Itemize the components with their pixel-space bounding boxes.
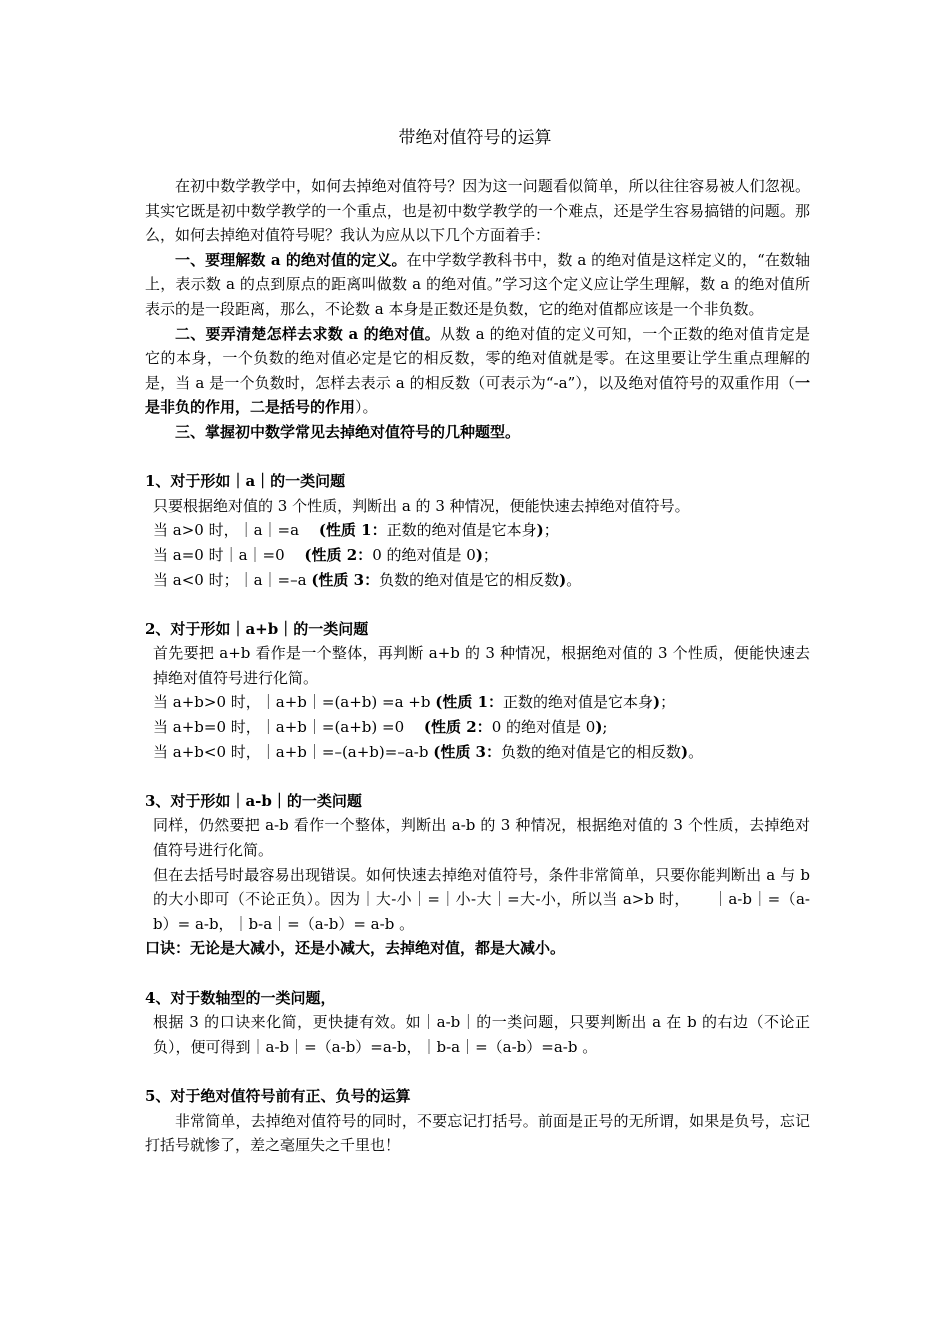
spacer [145, 1059, 810, 1084]
section-1-heading [145, 469, 810, 494]
document-body [145, 174, 810, 1158]
spacer [145, 592, 810, 617]
property-close: ) [681, 742, 689, 761]
section-3-rhyme [145, 936, 810, 961]
spacer [145, 764, 810, 789]
case-expression: 当 a<0 时；｜a｜=–a [153, 570, 312, 589]
property-label: (性质 1： [435, 693, 504, 712]
rhyme-text: 口诀：无论是大减小，还是小减大，去掉绝对值，都是大减小。 [145, 939, 566, 958]
case-end: ； [543, 521, 559, 540]
section-5-heading-text: 5、对于绝对值符号前有正、负号的运算 [145, 1086, 411, 1105]
point-1-text: 在中学数学教科书中，数 a 的绝对值是这样定义的，“在数轴上，表示数 a 的点到原点的距离叫做数 a 的绝对值。”学习这个定义应让学生理解，数 a 的绝对值所表示的是一段距离，那么，不论数 a 本身是正数还是负数，它的绝对值都应该是一个非负数。 [145, 250, 811, 318]
case-end: ; [602, 718, 608, 737]
property-close: ) [536, 521, 544, 540]
point-1-paragraph [145, 248, 810, 322]
property-label: (性质 1： [318, 521, 387, 540]
section-4-heading-text: 4、对于数轴型的一类问题， [145, 988, 336, 1007]
case-expression: 当 a+b<0 时，｜a+b｜=–(a+b)=–a-b [153, 742, 434, 761]
spacer [145, 961, 810, 986]
section-2-heading [145, 617, 810, 642]
property-label: (性质 3： [433, 742, 501, 761]
property-text: 0 的绝对值是 0 [491, 718, 596, 737]
property-close: ) [595, 718, 603, 737]
property-label: (性质 2： [423, 718, 492, 737]
spacer [145, 445, 810, 470]
property-text: 负数的绝对值是它的相反数 [500, 742, 681, 761]
property-text: 正数的绝对值是它本身 [386, 521, 537, 540]
section-2-heading-text: 2、对于形如｜a+b｜的一类问题 [145, 619, 369, 638]
section-2-case-positive [145, 690, 810, 715]
document-title: 带绝对值符号的运算 [398, 128, 552, 148]
point-3-paragraph [145, 420, 810, 445]
point-2-heading: 二、要弄清楚怎样去求数 a 的绝对值。 [175, 324, 441, 343]
point-2-emphasis: 一是非负的作用，二是括号的作用 [145, 373, 810, 417]
section-3-heading-text: 3、对于形如｜a-b｜的一类问题 [145, 791, 362, 810]
case-end: ； [482, 545, 498, 564]
case-end: 。 [566, 570, 582, 589]
point-1-heading: 一、要理解数 a 的绝对值的定义。 [175, 250, 407, 269]
section-3-desc-2: 但在去括号时最容易出现错误。如何快速去掉绝对值符号，条件非常简单，只要你能判断出 a 与 b 的大小即可（不论正负）。因为｜大-小｜=｜小-大｜=大-小，所以当 a>b 时， ｜a-b｜=（a-b）= a-b，｜b-a｜=（a-b）= a-b 。 [153, 865, 810, 933]
section-4-desc: 根据 3 的口诀来化简，更快捷有效。如｜a-b｜的一类问题，只要判断出 a 在 b 的右边（不论正负），便可得到｜a-b｜=（a-b）=a-b，｜b-a｜=（a-b）=a-b 。 [153, 1013, 810, 1056]
case-expression: 当 a>0 时，｜a｜=a [153, 521, 319, 540]
section-2-case-zero [145, 715, 810, 740]
section-1-case-positive [145, 518, 810, 543]
section-3-heading [145, 789, 810, 814]
case-end: ； [660, 693, 676, 712]
point-2-text: 从数 a 的绝对值的定义可知，一个正数的绝对值肯定是它的本身，一个负数的绝对值必定是它的相反数，零的绝对值就是零。在这里要让学生重点理解的是，当 a 是一个负数时，怎样去表示 a 的相反数（可表示为“-a”），以及绝对值符号的双重作用（ [145, 324, 810, 392]
section-2-desc: 首先要把 a+b 看作是一个整体，再判断 a+b 的 3 种情况，根据绝对值的 3 个性质，便能快速去掉绝对值符号进行化简。 [153, 644, 810, 687]
section-1-heading-text: 1、对于形如｜a｜的一类问题 [145, 472, 346, 491]
property-text: 正数的绝对值是它本身 [503, 693, 654, 712]
case-expression: 当 a+b>0 时，｜a+b｜=(a+b) =a +b [153, 693, 436, 712]
point-2-paragraph [145, 322, 810, 420]
case-expression: 当 a+b=0 时，｜a+b｜=(a+b) =0 [153, 718, 424, 737]
section-3-desc-1: 同样，仍然要把 a-b 看作一个整体，判断出 a-b 的 3 种情况，根据绝对值的 3 个性质，去掉绝对值符号进行化简。 [153, 816, 810, 860]
case-expression: 当 a=0 时｜a｜=0 [153, 545, 305, 564]
point-3-heading: 三、掌握初中数学常见去掉绝对值符号的几种题型。 [175, 422, 521, 441]
intro-paragraph: 在初中数学教学中，如何去掉绝对值符号？因为这一问题看似简单，所以往往容易被人们忽视。其实它既是初中数学教学的一个重点，也是初中数学教学的一个难点，还是学生容易搞错的问题。那么，如何去掉绝对值符号呢？我认为应从以下几个方面着手： [145, 177, 810, 245]
property-close: ) [559, 570, 567, 589]
section-1-case-negative [145, 568, 810, 593]
property-close: ) [475, 545, 483, 564]
section-5-desc: 非常简单，去掉绝对值符号的同时，不要忘记打括号。前面是正号的无所谓，如果是负号，忘记打括号就惨了，差之毫厘失之千里也！ [145, 1111, 810, 1155]
point-2-tail: ）。 [355, 398, 378, 417]
case-end: 。 [688, 742, 704, 761]
section-5-heading [145, 1084, 810, 1109]
section-4-heading [145, 986, 810, 1011]
property-label: (性质 2： [304, 545, 373, 564]
property-text: 0 的绝对值是 0 [372, 545, 476, 564]
section-2-case-negative [145, 740, 810, 765]
property-close: ) [653, 693, 661, 712]
section-1-case-zero [145, 543, 810, 568]
property-text: 负数的绝对值是它的相反数 [379, 570, 560, 589]
section-1-desc: 只要根据绝对值的 3 个性质，判断出 a 的 3 种情况，便能快速去掉绝对值符号。 [153, 496, 690, 515]
property-label: (性质 3： [311, 570, 380, 589]
